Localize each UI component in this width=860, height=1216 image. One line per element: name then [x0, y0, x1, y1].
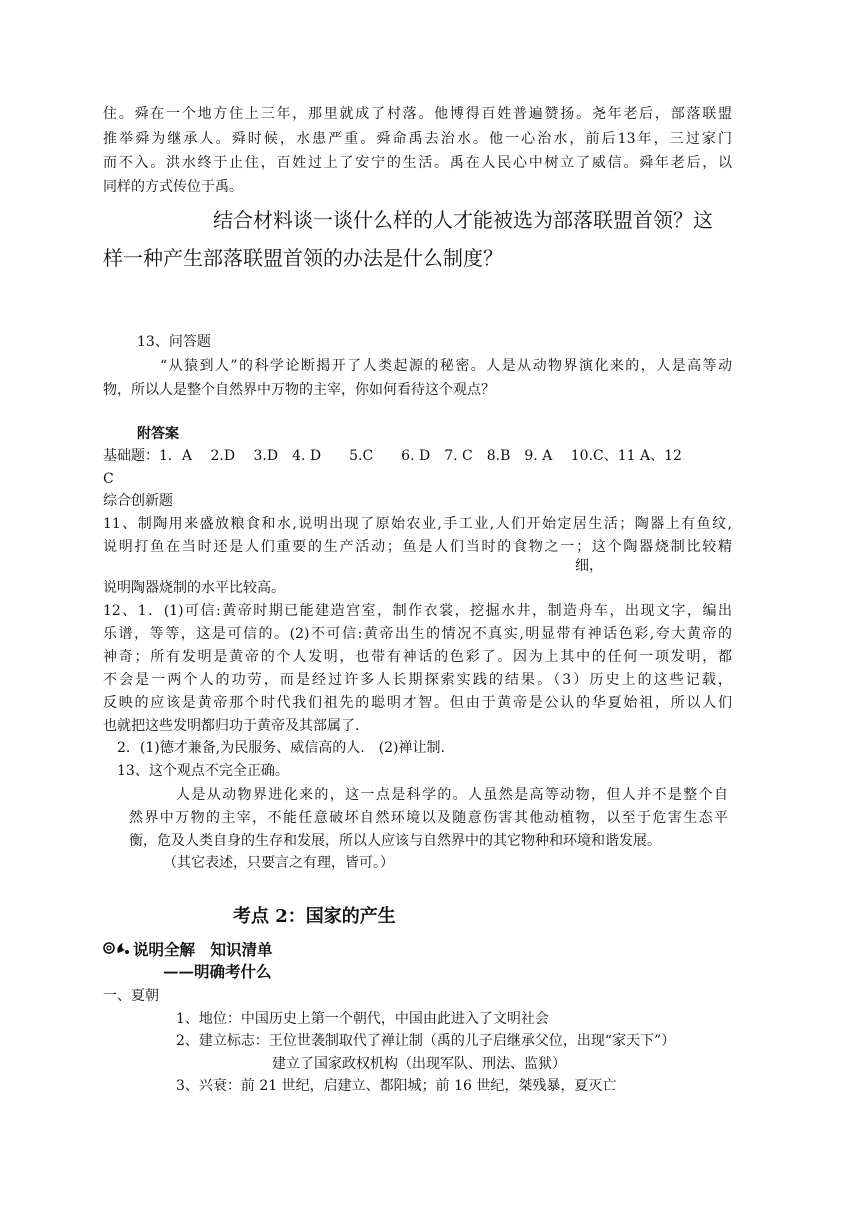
basic-answers-line-2: C — [103, 471, 114, 487]
question-13-line-1: “从猿到人”的科学论断揭开了人类起源的秘密。人是从动物界演化来的，人是高等动 — [160, 358, 732, 374]
section-title: 考点 2：国家的产生 — [233, 906, 396, 927]
xia-point-1: 1、地位：中国历史上第一个朝代，中国由此进入了文明社会 — [176, 1011, 549, 1027]
answer-12-2: 2．(1)德才兼备,为民服务、威信高的人. (2)禅让制. — [117, 740, 445, 756]
xia-heading: 一、夏朝 — [103, 988, 159, 1004]
section-subtitle-2: ——明确考什么 — [163, 962, 272, 981]
answer-12-line-3: 神奇；所有发明是黄帝的个人发明，也带有神话的色彩了。因为上其中的任何一项发明，都 — [103, 649, 732, 665]
question-13-line-2: 物，所以人是整个自然界中万物的主宰，你如何看待这个观点？ — [103, 382, 495, 398]
answer-11-line-4: 说明陶器烧制的水平比较高。 — [103, 580, 285, 596]
answer-13-line-1: 人是从动物界进化来的，这一点是科学的。人虽然是高等动物，但人并不是整个自 — [176, 787, 728, 803]
section-subtitle — [103, 940, 273, 960]
answers-heading: 附答案 — [137, 426, 179, 442]
question-12-2-line-1: 结合材料谈一谈什么样的人才能被选为部落联盟首领？这 — [213, 208, 713, 232]
section-subtitle-text: 说明全解 知识清单 — [133, 940, 273, 959]
basic-answers-line-1: 基础题：1．A 2.D 3.D 4. D 5.C 6. D 7. C 8.B 9. A 10.C、11 A、12 — [103, 448, 682, 464]
xia-point-3: 3、兴衰：前 21 世纪，启建立、都阳城；前 16 世纪，桀残暴，夏灭亡 — [176, 1078, 617, 1094]
material-line-3: 而不入。洪水终于止住，百姓过上了安宁的生活。禹在人民心中树立了威信。舜年老后，以 — [103, 155, 732, 171]
answer-13-note: （其它表述，只要言之有理，皆可。） — [163, 855, 394, 871]
material-line-2: 推举舜为继承人。舜时候，水患严重。舜命禹去治水。他一心治水，前后13年，三过家门 — [103, 131, 732, 147]
answer-11-line-1: 11、制陶用来盛放粮食和水,说明出现了原始农业,手工业,人们开始定居生活；陶器上有鱼纹, — [103, 516, 732, 532]
question-12-2-line-2: 样一种产生部落联盟首领的办法是什么制度？ — [103, 246, 503, 270]
answer-12-line-2: 乐谱，等等，这是可信的。(2)不可信:黄帝出生的情况不真实,明显带有神话色彩,夸大黄帝的 — [103, 626, 732, 642]
material-line-1: 住。舜在一个地方住上三年，那里就成了村落。他博得百姓普遍赞扬。尧年老后，部落联盟 — [103, 106, 732, 122]
answer-12-line-5: 反映的应该是黄帝那个时代我们祖先的聪明才智。但由于黄帝是公认的华夏始祖，所以人们 — [103, 695, 732, 711]
answer-11-line-3: 细， — [575, 558, 603, 574]
xia-point-2b: 建立了国家政权机构（出现军队、刑法、监狱） — [272, 1056, 566, 1072]
answer-12-line-4: 不会是一两个人的功劳，而是经过许多人长期探索实践的结果。（3）历史上的这些记载， — [103, 672, 732, 688]
answer-13-line-3: 衡，危及人类自身的生存和发展，所以人应该与自然界中的其它物种和环境和谐发展。 — [129, 833, 661, 849]
material-line-4: 同样的方式传位于禹。 — [103, 179, 243, 195]
answer-12-line-6: 也就把这些发明都归功于黄帝及其部属了. — [103, 718, 360, 734]
xia-point-2: 2、建立标志：王位世袭制取代了禅让制（禹的儿子启继承父位，出现“家天下”） — [176, 1033, 676, 1049]
answer-11-line-2: 说明打鱼在当时还是人们重要的生产活动；鱼是人们当时的食物之一；这个陶器烧制比较精 — [103, 539, 732, 555]
answer-13-head: 13、这个观点不完全正确。 — [117, 763, 289, 779]
answer-13-line-2: 然界中万物的主宰，不能任意破坏自然环境以及随意伤害其他动植物，以至于危害生态平 — [129, 810, 728, 826]
answer-12-line-1: 12、1．(1)可信:黄帝时期已能建造宫室，制作衣裳，挖掘水井，制造舟车，出现文字，编出 — [103, 603, 732, 619]
question-13-title: 13、问答题 — [137, 334, 211, 350]
creative-heading: 综合创新题 — [103, 493, 173, 509]
swirl-logo-icon — [103, 940, 131, 960]
